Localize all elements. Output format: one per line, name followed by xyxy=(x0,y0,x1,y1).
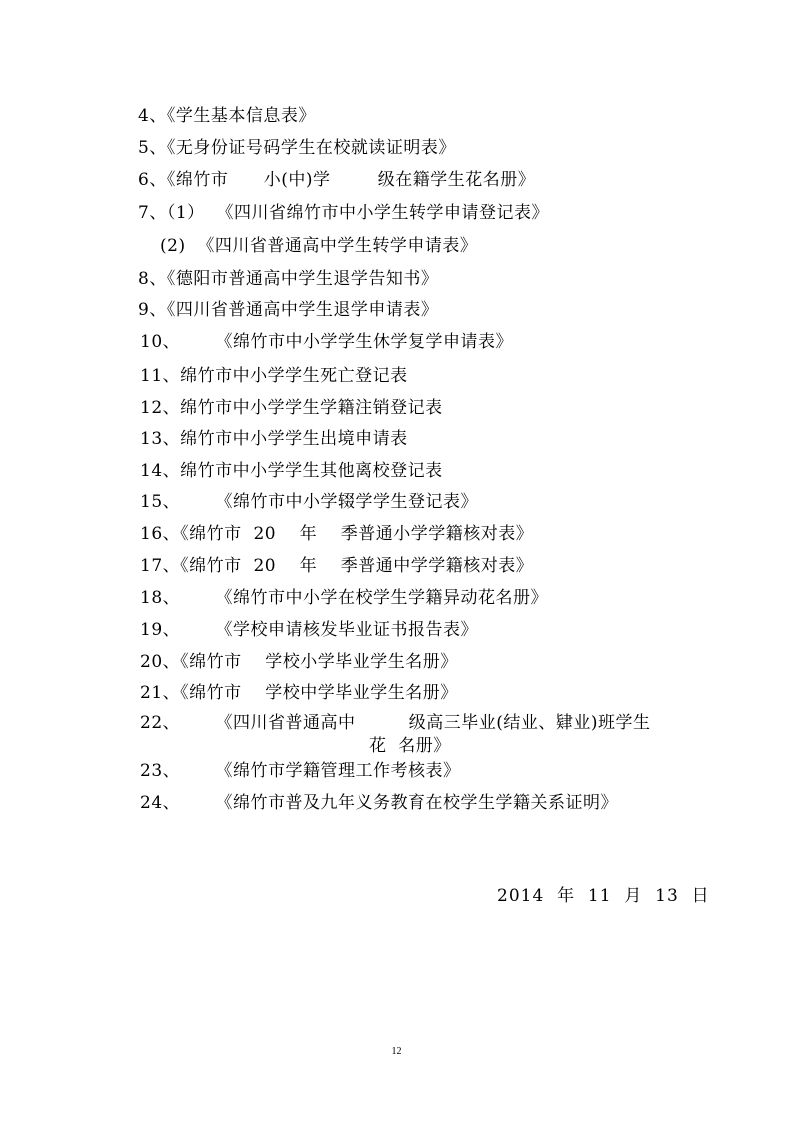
document-date: 2014 年 11 月 13 日 xyxy=(497,886,710,906)
list-item: (2) 《四川省普通高中学生转学申请表》 xyxy=(160,236,478,256)
list-item: 12、绵竹市中小学学生学籍注销登记表 xyxy=(140,398,443,418)
list-item: 7、（1） 《四川省绵竹市中小学生转学申请登记表》 xyxy=(138,203,549,223)
list-item: 21、《绵竹市 学校中学毕业学生名册》 xyxy=(140,683,458,703)
list-item-continuation: 花 名册》 xyxy=(369,736,451,756)
list-item: 4、《学生基本信息表》 xyxy=(138,106,316,126)
list-item: 22、 《四川省普通高中 级高三毕业(结业、肄业)班学生 xyxy=(140,713,651,733)
list-item: 19、 《学校申请核发毕业证书报告表》 xyxy=(140,620,479,640)
list-item: 16、《绵竹市 20 年 季普通小学学籍核对表》 xyxy=(140,524,534,544)
list-item: 6、《绵竹市 小(中)学 级在籍学生花名册》 xyxy=(138,170,536,190)
list-item: 17、《绵竹市 20 年 季普通中学学籍核对表》 xyxy=(140,556,534,576)
list-item: 18、 《绵竹市中小学在校学生学籍异动花名册》 xyxy=(140,588,549,608)
list-item: 13、绵竹市中小学学生出境申请表 xyxy=(140,429,408,449)
list-item: 23、 《绵竹市学籍管理工作考核表》 xyxy=(140,761,461,781)
list-item: 10、 《绵竹市中小学学生休学复学申请表》 xyxy=(140,332,514,352)
page-number: 12 xyxy=(391,1046,402,1057)
list-item: 8、《德阳市普通高中学生退学告知书》 xyxy=(138,269,439,289)
list-item: 5、《无身份证号码学生在校就读证明表》 xyxy=(138,138,456,158)
list-item: 20、《绵竹市 学校小学毕业学生名册》 xyxy=(140,652,458,672)
list-item: 15、 《绵竹市中小学辍学学生登记表》 xyxy=(140,492,479,512)
list-item: 24、 《绵竹市普及九年义务教育在校学生学籍关系证明》 xyxy=(140,793,619,813)
list-item: 11、绵竹市中小学学生死亡登记表 xyxy=(140,366,408,386)
list-item: 14、绵竹市中小学学生其他离校登记表 xyxy=(140,461,443,481)
list-item: 9、《四川省普通高中学生退学申请表》 xyxy=(138,300,439,320)
